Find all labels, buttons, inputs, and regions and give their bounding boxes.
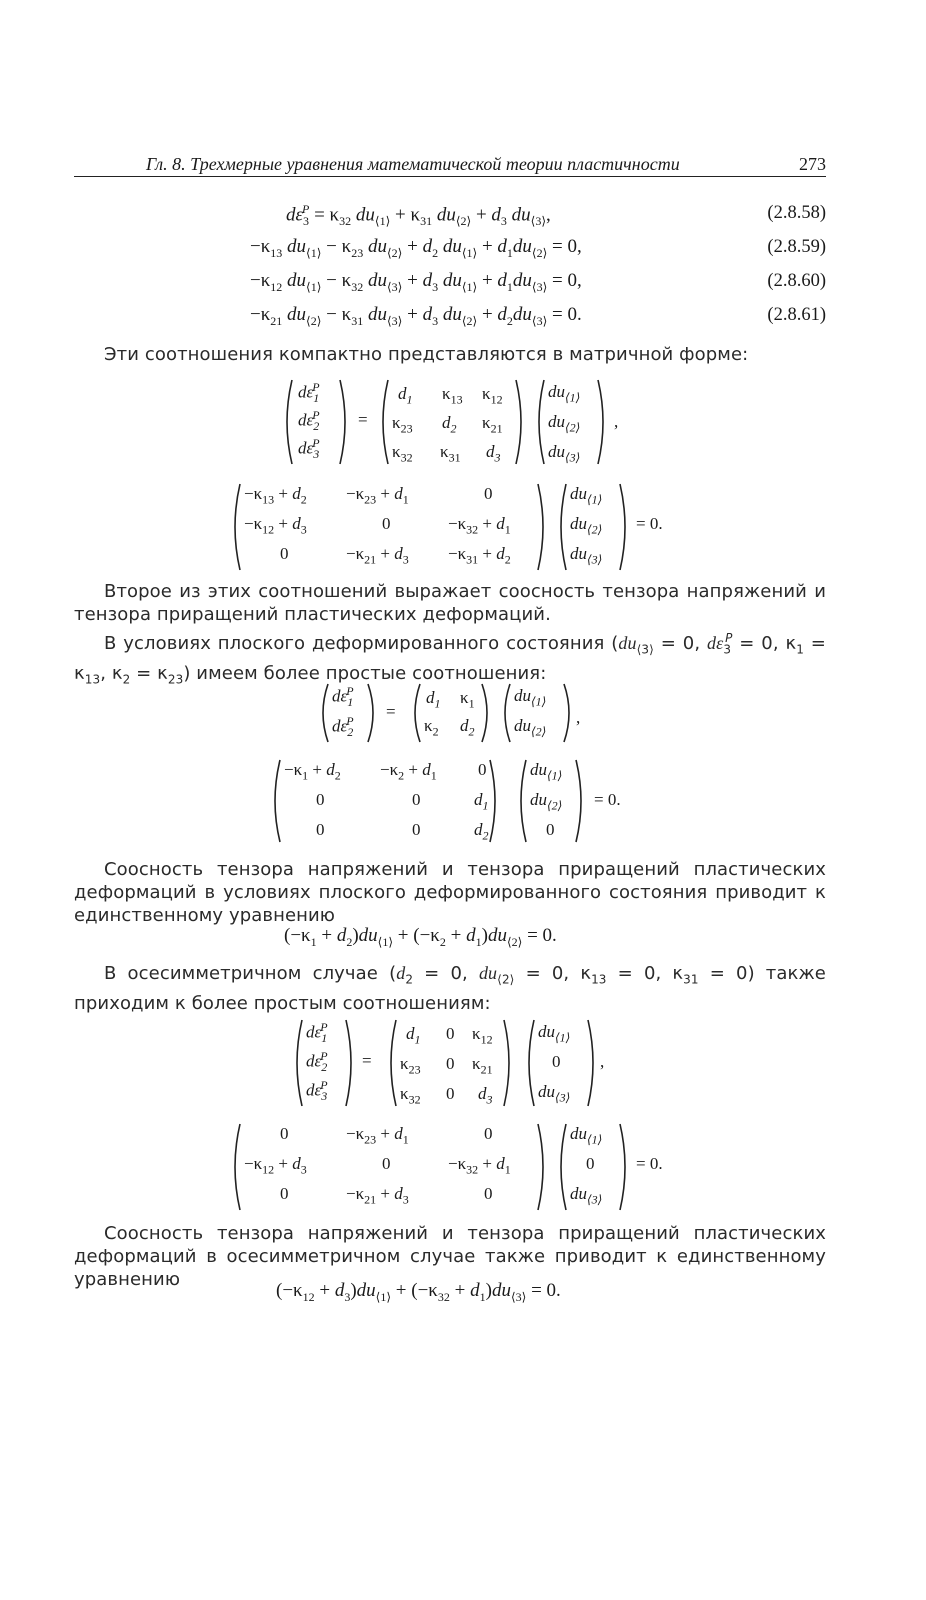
paragraph-axisymmetric: В осесимметричном случае ($d_2 = 0$, $du_{⟨2⟩} = 0$, $\kappa_{13} = 0$, $\kappa_{31} = 0$) также приходим к более простым соотношениям: — [74, 963, 826, 1014]
paragraph-plane-strain: В условиях плоского деформированного состояния ($du_{⟨3⟩} = 0$, $d\varepsilon_3^P = 0$, $\kappa_1 = \kappa_{13}$, $\kappa_2 = \kappa_{23}$) имеем более простые соотношения: — [74, 631, 826, 687]
equation-2-8-61: $-\kappa_{21}$ $du_{⟨2⟩} - \kappa_{31}$ $du_{⟨3⟩} + d_3$ $du_{⟨2⟩} + d_2du_{⟨3⟩} = 0$. — [250, 304, 582, 328]
equation-2-8-60: $-\kappa_{12}$ $du_{⟨1⟩} - \kappa_{32}$ $du_{⟨3⟩} + d_3$ $du_{⟨1⟩} + d_1du_{⟨3⟩} = 0$, — [250, 270, 582, 294]
paragraph-matrix-intro: Эти соотношения компактно представляются в матричной форме: — [104, 344, 749, 365]
equation-number: (2.8.58) — [767, 203, 826, 223]
equation-number: (2.8.60) — [767, 271, 826, 291]
paragraph-coaxiality: Второе из этих соотношений выражает соосность тензора напряжений и тензора приращений пластических деформаций. — [74, 581, 826, 625]
paragraph-text: ) также приходим к более простым соотношениям: — [74, 963, 826, 1014]
paragraph-text: В условиях плоского деформированного состояния ( — [104, 633, 619, 654]
equation-2-8-59: $-\kappa_{13}$ $du_{⟨1⟩} - \kappa_{23}$ $du_{⟨2⟩} + d_2$ $du_{⟨1⟩} + d_1du_{⟨2⟩} = 0$, — [250, 236, 582, 260]
equation-plane-strain-single: $(-\kappa_1 + d_2)du_{⟨1⟩} + (-\kappa_2 + d_1)du_{⟨2⟩} = 0$. — [284, 925, 557, 949]
equation-2-8-58: $d\varepsilon_3^P = \kappa_{32}$ $du_{⟨1⟩} + \kappa_{31}$ $du_{⟨2⟩} + d_3$ $du_{⟨3⟩}$, — [286, 202, 551, 229]
paragraph-text: ) имеем более простые соотношения: — [183, 662, 547, 684]
chapter-title: Гл. 8. Трехмерные уравнения математической теории пластичности — [146, 154, 680, 174]
paragraph-text: В осесимметричном случае ( — [104, 963, 397, 984]
paragraph-axisymmetric-result: Соосность тензора напряжений и тензора приращений пластических деформаций в осесимметричном случае также приводит к единственному уравнению — [74, 1223, 826, 1290]
running-header — [74, 152, 826, 177]
equation-number: (2.8.59) — [767, 237, 826, 257]
equation-axisymmetric-single: $(-\kappa_{12} + d_3)du_{⟨1⟩} + (-\kappa_{32} + d_1)du_{⟨3⟩} = 0$. — [276, 1280, 561, 1304]
equation-number: (2.8.61) — [767, 305, 826, 325]
page-number: 273 — [799, 154, 826, 174]
paragraph-plane-strain-result: Соосность тензора напряжений и тензора приращений пластических деформаций в условиях плоского деформированного состояния приводит к единственному уравнению — [74, 859, 826, 926]
